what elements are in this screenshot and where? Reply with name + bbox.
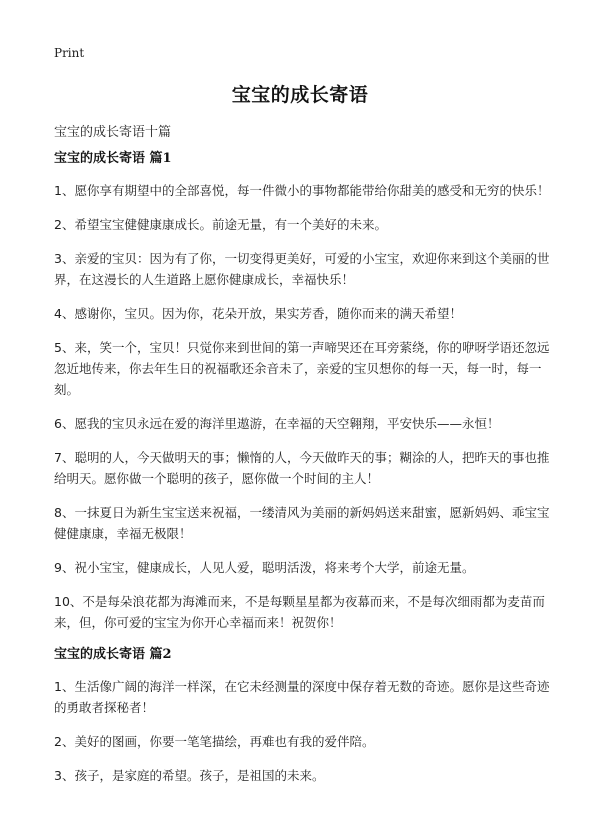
paragraph: 3、孩子，是家庭的希望。孩子，是祖国的未来。 bbox=[54, 768, 325, 783]
paragraph: 1、愿你享有期望中的全部喜悦，每一件微小的事物都能带给你甜美的感受和无穷的快乐！ bbox=[54, 183, 550, 198]
paragraph: 5、来，笑一个，宝贝！只觉你来到世间的第一声啼哭还在耳旁萦绕，你的咿呀学语还忽远忽近地传来，你去年生日的祝福歌还余音未了，亲爱的宝贝想你的每一天，每一时，每一刻。 bbox=[54, 340, 550, 397]
section-2 bbox=[54, 646, 550, 786]
paragraph: 2、希望宝宝健健康康成长。前途无量，有一个美好的未来。 bbox=[54, 217, 387, 232]
section-heading: 宝宝的成长寄语 篇2 bbox=[54, 647, 172, 662]
paragraph: 3、亲爱的宝贝：因为有了你，一切变得更美好，可爱的小宝宝，欢迎你来到这个美丽的世界，在这漫长的人生道路上愿你健康成长，幸福快乐！ bbox=[54, 251, 550, 287]
paragraph: 4、感谢你，宝贝。因为你，花朵开放，果实芳香，随你而来的满天希望！ bbox=[54, 306, 462, 321]
paragraph: 8、一抹夏日为新生宝宝送来祝福，一缕清风为美丽的新妈妈送来甜蜜，愿新妈妈、乖宝宝健健康康，幸福无极限！ bbox=[54, 505, 550, 541]
page-title: 宝宝的成长寄语 bbox=[231, 84, 369, 106]
section-heading: 宝宝的成长寄语 篇1 bbox=[54, 151, 172, 166]
article-body bbox=[54, 150, 550, 799]
section-1 bbox=[54, 150, 550, 633]
paragraph: 7、聪明的人，今天做明天的事；懒惰的人，今天做昨天的事；糊涂的人，把昨天的事也推给明天。愿你做一个聪明的孩子，愿你做一个时间的主人！ bbox=[54, 450, 550, 486]
paragraph: 9、祝小宝宝，健康成长，人见人爱，聪明活泼，将来考个大学，前途无量。 bbox=[54, 560, 475, 575]
paragraph: 2、美好的图画，你要一笔笔描绘，再难也有我的爱伴陪。 bbox=[54, 734, 375, 749]
print-link[interactable]: Print bbox=[54, 46, 85, 60]
paragraph: 10、不是每朵浪花都为海滩而来，不是每颗星星都为夜幕而来，不是每次细雨都为麦苗而来，但，你可爱的宝宝为你开心幸福而来！祝贺你！ bbox=[54, 594, 545, 630]
paragraph: 6、愿我的宝贝永远在爱的海洋里遨游，在幸福的天空翱翔，平安快乐——永恒！ bbox=[54, 416, 500, 431]
page-subtitle: 宝宝的成长寄语十篇 bbox=[54, 125, 172, 140]
paragraph: 1、生活像广阔的海洋一样深，在它未经测量的深度中保存着无数的奇迹。愿你是这些奇迹的勇敢者探秘者！ bbox=[54, 679, 550, 715]
